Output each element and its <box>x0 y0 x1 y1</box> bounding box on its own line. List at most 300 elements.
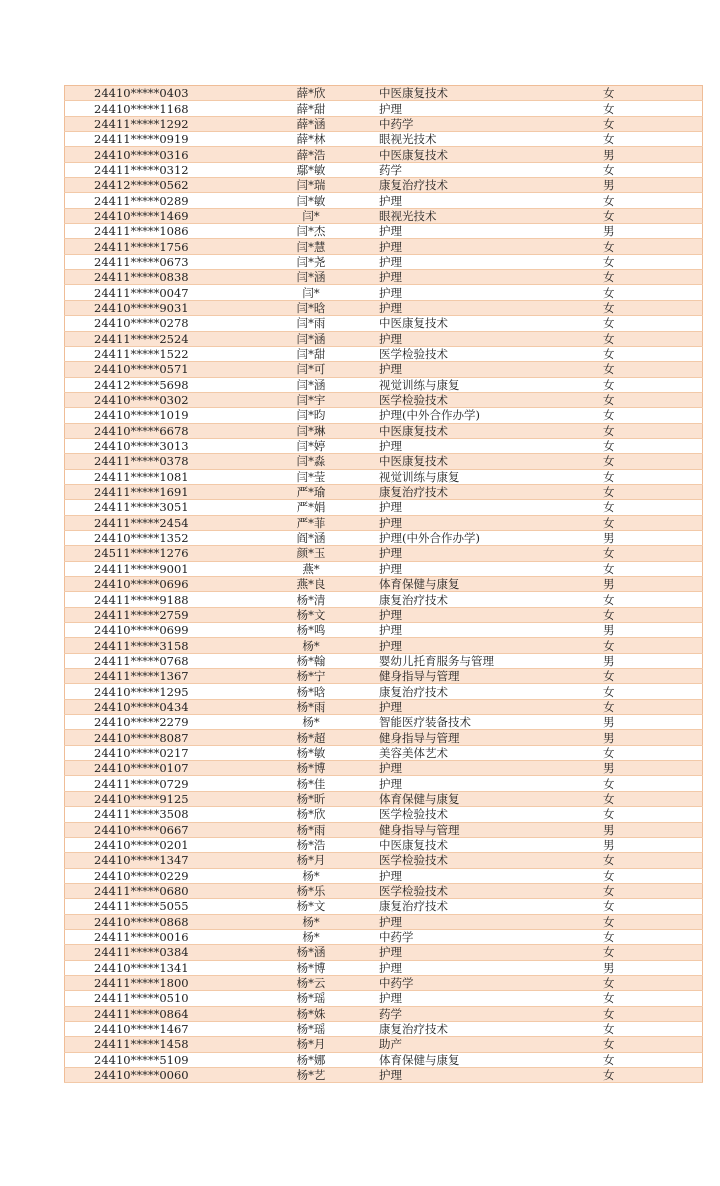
gender-cell: 女 <box>593 362 703 377</box>
major-cell: 护理 <box>368 300 593 315</box>
student-name-cell: 杨*文 <box>254 607 368 622</box>
major-cell: 康复治疗技术 <box>368 178 593 193</box>
student-name-cell: 闫*甜 <box>254 346 368 361</box>
student-id-cell: 24410*****0667 <box>65 822 255 837</box>
major-cell: 眼视光技术 <box>368 208 593 223</box>
table-row <box>65 224 703 239</box>
major-cell: 中医康复技术 <box>368 423 593 438</box>
table-row <box>65 254 703 269</box>
table-row <box>65 914 703 929</box>
student-id-cell: 24412*****5698 <box>65 377 255 392</box>
gender-cell: 男 <box>593 837 703 852</box>
student-name-cell: 杨*月 <box>254 853 368 868</box>
major-cell: 医学检验技术 <box>368 853 593 868</box>
gender-cell: 女 <box>593 316 703 331</box>
student-name-cell: 颜*玉 <box>254 546 368 561</box>
major-cell: 中医康复技术 <box>368 837 593 852</box>
student-name-cell: 杨* <box>254 868 368 883</box>
table-row <box>65 807 703 822</box>
table-row <box>65 561 703 576</box>
gender-cell: 女 <box>593 101 703 116</box>
table-row <box>65 346 703 361</box>
table-row <box>65 116 703 131</box>
student-name-cell: 杨* <box>254 914 368 929</box>
gender-cell: 女 <box>593 270 703 285</box>
table-row <box>65 577 703 592</box>
major-cell: 健身指导与管理 <box>368 822 593 837</box>
major-cell: 护理 <box>368 331 593 346</box>
student-name-cell: 杨*昕 <box>254 791 368 806</box>
student-id-cell: 24412*****0562 <box>65 178 255 193</box>
table-row <box>65 945 703 960</box>
table-row <box>65 991 703 1006</box>
gender-cell: 女 <box>593 208 703 223</box>
major-cell: 护理 <box>368 438 593 453</box>
gender-cell: 女 <box>593 776 703 791</box>
major-cell: 护理 <box>368 960 593 975</box>
table-row <box>65 331 703 346</box>
gender-cell: 女 <box>593 561 703 576</box>
gender-cell: 女 <box>593 254 703 269</box>
student-name-cell: 严*菲 <box>254 515 368 530</box>
student-id-cell: 24411*****0919 <box>65 132 255 147</box>
student-name-cell: 薛*林 <box>254 132 368 147</box>
major-cell: 康复治疗技术 <box>368 684 593 699</box>
table-row <box>65 515 703 530</box>
student-id-cell: 24411*****1522 <box>65 346 255 361</box>
major-cell: 体育保健与康复 <box>368 791 593 806</box>
student-name-cell: 杨*翰 <box>254 653 368 668</box>
major-cell: 中药学 <box>368 116 593 131</box>
student-name-cell: 闫*杰 <box>254 224 368 239</box>
gender-cell: 女 <box>593 285 703 300</box>
major-cell: 康复治疗技术 <box>368 1021 593 1036</box>
table-row <box>65 316 703 331</box>
gender-cell: 女 <box>593 699 703 714</box>
student-name-cell: 闫*瑞 <box>254 178 368 193</box>
major-cell: 体育保健与康复 <box>368 1052 593 1067</box>
table-row <box>65 822 703 837</box>
table-row <box>65 377 703 392</box>
major-cell: 护理 <box>368 515 593 530</box>
student-id-cell: 24411*****0510 <box>65 991 255 1006</box>
student-id-cell: 24410*****0699 <box>65 623 255 638</box>
gender-cell: 女 <box>593 423 703 438</box>
student-id-cell: 24411*****5055 <box>65 899 255 914</box>
student-name-cell: 闫* <box>254 285 368 300</box>
major-cell: 护理 <box>368 362 593 377</box>
major-cell: 婴幼儿托育服务与管理 <box>368 653 593 668</box>
table-row <box>65 975 703 990</box>
student-name-cell: 严*瑜 <box>254 484 368 499</box>
major-cell: 护理(中外合作办学) <box>368 408 593 423</box>
student-id-cell: 24411*****3051 <box>65 500 255 515</box>
gender-cell: 男 <box>593 623 703 638</box>
major-cell: 护理 <box>368 638 593 653</box>
gender-cell: 女 <box>593 669 703 684</box>
gender-cell: 男 <box>593 147 703 162</box>
student-name-cell: 杨*鸣 <box>254 623 368 638</box>
table-row <box>65 745 703 760</box>
student-id-cell: 24410*****0201 <box>65 837 255 852</box>
major-cell: 康复治疗技术 <box>368 899 593 914</box>
major-cell: 健身指导与管理 <box>368 730 593 745</box>
student-name-cell: 杨*超 <box>254 730 368 745</box>
student-id-cell: 24411*****0838 <box>65 270 255 285</box>
student-id-cell: 24410*****0434 <box>65 699 255 714</box>
student-name-cell: 闫*雨 <box>254 316 368 331</box>
gender-cell: 女 <box>593 975 703 990</box>
roster-body <box>65 86 703 1083</box>
major-cell: 视觉训练与康复 <box>368 469 593 484</box>
major-cell: 医学检验技术 <box>368 392 593 407</box>
student-name-cell: 杨*博 <box>254 761 368 776</box>
gender-cell: 男 <box>593 178 703 193</box>
table-row <box>65 883 703 898</box>
student-name-cell: 杨*文 <box>254 899 368 914</box>
student-id-cell: 24410*****0060 <box>65 1068 255 1083</box>
gender-cell: 男 <box>593 224 703 239</box>
table-row <box>65 730 703 745</box>
gender-cell: 男 <box>593 577 703 592</box>
student-name-cell: 闫*涵 <box>254 377 368 392</box>
table-row <box>65 929 703 944</box>
student-name-cell: 杨* <box>254 929 368 944</box>
gender-cell: 女 <box>593 991 703 1006</box>
student-id-cell: 24410*****1467 <box>65 1021 255 1036</box>
student-name-cell: 薛*甜 <box>254 101 368 116</box>
gender-cell: 男 <box>593 822 703 837</box>
student-id-cell: 24411*****0016 <box>65 929 255 944</box>
student-name-cell: 薛*浩 <box>254 147 368 162</box>
student-id-cell: 24410*****1019 <box>65 408 255 423</box>
gender-cell: 女 <box>593 1052 703 1067</box>
student-name-cell: 薛*涵 <box>254 116 368 131</box>
major-cell: 护理 <box>368 546 593 561</box>
gender-cell: 女 <box>593 484 703 499</box>
gender-cell: 女 <box>593 331 703 346</box>
student-id-cell: 24411*****1756 <box>65 239 255 254</box>
student-name-cell: 杨*博 <box>254 960 368 975</box>
table-row <box>65 960 703 975</box>
major-cell: 护理 <box>368 254 593 269</box>
major-cell: 中医康复技术 <box>368 147 593 162</box>
gender-cell: 男 <box>593 530 703 545</box>
table-row <box>65 392 703 407</box>
major-cell: 健身指导与管理 <box>368 669 593 684</box>
gender-cell: 女 <box>593 899 703 914</box>
student-id-cell: 24411*****3508 <box>65 807 255 822</box>
student-id-cell: 24410*****0403 <box>65 86 255 101</box>
major-cell: 护理 <box>368 607 593 622</box>
roster-table <box>64 85 703 1083</box>
table-row <box>65 837 703 852</box>
student-name-cell: 杨*敏 <box>254 745 368 760</box>
major-cell: 护理 <box>368 1068 593 1083</box>
major-cell: 中药学 <box>368 929 593 944</box>
table-row <box>65 162 703 177</box>
student-id-cell: 24411*****0047 <box>65 285 255 300</box>
student-id-cell: 24410*****1341 <box>65 960 255 975</box>
gender-cell: 女 <box>593 132 703 147</box>
student-id-cell: 24411*****0673 <box>65 254 255 269</box>
major-cell: 护理 <box>368 623 593 638</box>
student-name-cell: 杨*佳 <box>254 776 368 791</box>
major-cell: 护理 <box>368 945 593 960</box>
student-name-cell: 闫*昀 <box>254 408 368 423</box>
student-name-cell: 闫*晗 <box>254 300 368 315</box>
student-name-cell: 杨* <box>254 715 368 730</box>
table-row <box>65 638 703 653</box>
student-id-cell: 24410*****0302 <box>65 392 255 407</box>
table-row <box>65 868 703 883</box>
student-name-cell: 闫*淼 <box>254 454 368 469</box>
major-cell: 康复治疗技术 <box>368 484 593 499</box>
gender-cell: 女 <box>593 300 703 315</box>
major-cell: 药学 <box>368 162 593 177</box>
major-cell: 中医康复技术 <box>368 316 593 331</box>
student-name-cell: 杨*乐 <box>254 883 368 898</box>
student-name-cell: 闫*涵 <box>254 270 368 285</box>
student-name-cell: 杨*晗 <box>254 684 368 699</box>
student-name-cell: 杨*宁 <box>254 669 368 684</box>
table-row <box>65 592 703 607</box>
student-id-cell: 24411*****2524 <box>65 331 255 346</box>
gender-cell: 女 <box>593 392 703 407</box>
gender-cell: 女 <box>593 883 703 898</box>
gender-cell: 女 <box>593 408 703 423</box>
student-name-cell: 杨*云 <box>254 975 368 990</box>
student-name-cell: 杨*艺 <box>254 1068 368 1083</box>
student-name-cell: 闫*宇 <box>254 392 368 407</box>
student-name-cell: 鄢*敏 <box>254 162 368 177</box>
table-row <box>65 208 703 223</box>
table-row <box>65 1037 703 1052</box>
gender-cell: 女 <box>593 745 703 760</box>
student-name-cell: 杨*瑶 <box>254 991 368 1006</box>
major-cell: 康复治疗技术 <box>368 592 593 607</box>
table-row <box>65 193 703 208</box>
gender-cell: 男 <box>593 715 703 730</box>
table-row <box>65 408 703 423</box>
major-cell: 护理 <box>368 561 593 576</box>
student-id-cell: 24411*****0384 <box>65 945 255 960</box>
major-cell: 眼视光技术 <box>368 132 593 147</box>
major-cell: 医学检验技术 <box>368 346 593 361</box>
gender-cell: 女 <box>593 239 703 254</box>
student-id-cell: 24411*****0289 <box>65 193 255 208</box>
student-id-cell: 24410*****1352 <box>65 530 255 545</box>
student-id-cell: 24411*****0864 <box>65 1006 255 1021</box>
student-name-cell: 薛*欣 <box>254 86 368 101</box>
student-name-cell: 杨*雨 <box>254 822 368 837</box>
major-cell: 护理(中外合作办学) <box>368 530 593 545</box>
table-row <box>65 1052 703 1067</box>
major-cell: 医学检验技术 <box>368 807 593 822</box>
student-name-cell: 杨*欣 <box>254 807 368 822</box>
student-id-cell: 24411*****9001 <box>65 561 255 576</box>
student-id-cell: 24411*****1800 <box>65 975 255 990</box>
gender-cell: 女 <box>593 162 703 177</box>
student-id-cell: 24411*****0378 <box>65 454 255 469</box>
table-row <box>65 300 703 315</box>
major-cell: 中医康复技术 <box>368 86 593 101</box>
major-cell: 护理 <box>368 270 593 285</box>
table-row <box>65 362 703 377</box>
student-name-cell: 杨*雨 <box>254 699 368 714</box>
gender-cell: 女 <box>593 638 703 653</box>
student-id-cell: 24410*****1295 <box>65 684 255 699</box>
gender-cell: 女 <box>593 346 703 361</box>
student-name-cell: 杨*浩 <box>254 837 368 852</box>
gender-cell: 女 <box>593 853 703 868</box>
major-cell: 护理 <box>368 991 593 1006</box>
gender-cell: 女 <box>593 377 703 392</box>
major-cell: 美容美体艺术 <box>368 745 593 760</box>
student-name-cell: 闫*琳 <box>254 423 368 438</box>
gender-cell: 女 <box>593 1068 703 1083</box>
student-id-cell: 24410*****1168 <box>65 101 255 116</box>
gender-cell: 女 <box>593 791 703 806</box>
major-cell: 护理 <box>368 868 593 883</box>
gender-cell: 女 <box>593 1006 703 1021</box>
student-name-cell: 杨*清 <box>254 592 368 607</box>
gender-cell: 女 <box>593 515 703 530</box>
table-row <box>65 438 703 453</box>
student-id-cell: 24410*****1469 <box>65 208 255 223</box>
table-row <box>65 791 703 806</box>
table-row <box>65 1021 703 1036</box>
table-row <box>65 715 703 730</box>
student-name-cell: 杨*涵 <box>254 945 368 960</box>
table-row <box>65 270 703 285</box>
student-id-cell: 24411*****9188 <box>65 592 255 607</box>
student-name-cell: 杨*月 <box>254 1037 368 1052</box>
student-id-cell: 24411*****1458 <box>65 1037 255 1052</box>
student-id-cell: 24410*****2279 <box>65 715 255 730</box>
gender-cell: 男 <box>593 761 703 776</box>
student-id-cell: 24410*****1347 <box>65 853 255 868</box>
table-row <box>65 132 703 147</box>
major-cell: 护理 <box>368 193 593 208</box>
table-row <box>65 86 703 101</box>
gender-cell: 女 <box>593 929 703 944</box>
table-row <box>65 853 703 868</box>
student-name-cell: 严*娟 <box>254 500 368 515</box>
student-id-cell: 24411*****0312 <box>65 162 255 177</box>
student-name-cell: 闫*婷 <box>254 438 368 453</box>
student-id-cell: 24410*****0571 <box>65 362 255 377</box>
major-cell: 护理 <box>368 101 593 116</box>
student-name-cell: 燕* <box>254 561 368 576</box>
major-cell: 护理 <box>368 224 593 239</box>
student-id-cell: 24410*****0107 <box>65 761 255 776</box>
table-row <box>65 500 703 515</box>
gender-cell: 女 <box>593 1021 703 1036</box>
major-cell: 护理 <box>368 500 593 515</box>
major-cell: 中医康复技术 <box>368 454 593 469</box>
gender-cell: 女 <box>593 868 703 883</box>
student-id-cell: 24411*****1081 <box>65 469 255 484</box>
gender-cell: 女 <box>593 193 703 208</box>
student-id-cell: 24411*****1367 <box>65 669 255 684</box>
table-row <box>65 530 703 545</box>
gender-cell: 女 <box>593 914 703 929</box>
gender-cell: 男 <box>593 653 703 668</box>
student-name-cell: 燕*良 <box>254 577 368 592</box>
student-name-cell: 杨* <box>254 638 368 653</box>
table-row <box>65 469 703 484</box>
table-row <box>65 285 703 300</box>
gender-cell: 女 <box>593 592 703 607</box>
major-cell: 体育保健与康复 <box>368 577 593 592</box>
student-id-cell: 24410*****9125 <box>65 791 255 806</box>
gender-cell: 女 <box>593 438 703 453</box>
table-row <box>65 1006 703 1021</box>
gender-cell: 女 <box>593 546 703 561</box>
gender-cell: 男 <box>593 730 703 745</box>
major-cell: 护理 <box>368 699 593 714</box>
table-row <box>65 776 703 791</box>
major-cell: 护理 <box>368 761 593 776</box>
table-row <box>65 623 703 638</box>
table-row <box>65 607 703 622</box>
table-row <box>65 653 703 668</box>
gender-cell: 女 <box>593 86 703 101</box>
student-name-cell: 闫* <box>254 208 368 223</box>
student-id-cell: 24411*****3158 <box>65 638 255 653</box>
student-name-cell: 杨*瑶 <box>254 1021 368 1036</box>
table-row <box>65 147 703 162</box>
student-id-cell: 24410*****0278 <box>65 316 255 331</box>
major-cell: 视觉训练与康复 <box>368 377 593 392</box>
table-row <box>65 684 703 699</box>
table-row <box>65 699 703 714</box>
student-id-cell: 24410*****0217 <box>65 745 255 760</box>
student-name-cell: 闫*可 <box>254 362 368 377</box>
student-name-cell: 闫*敏 <box>254 193 368 208</box>
student-id-cell: 24411*****1292 <box>65 116 255 131</box>
student-id-cell: 24410*****0868 <box>65 914 255 929</box>
table-row <box>65 899 703 914</box>
student-id-cell: 24410*****6678 <box>65 423 255 438</box>
major-cell: 护理 <box>368 285 593 300</box>
major-cell: 护理 <box>368 914 593 929</box>
table-row <box>65 454 703 469</box>
table-row <box>65 423 703 438</box>
gender-cell: 女 <box>593 116 703 131</box>
table-row <box>65 239 703 254</box>
student-id-cell: 24410*****0229 <box>65 868 255 883</box>
table-row <box>65 669 703 684</box>
student-name-cell: 闫*莹 <box>254 469 368 484</box>
major-cell: 药学 <box>368 1006 593 1021</box>
student-id-cell: 24411*****2454 <box>65 515 255 530</box>
gender-cell: 女 <box>593 500 703 515</box>
gender-cell: 女 <box>593 684 703 699</box>
major-cell: 助产 <box>368 1037 593 1052</box>
student-id-cell: 24410*****0696 <box>65 577 255 592</box>
student-name-cell: 杨*姝 <box>254 1006 368 1021</box>
gender-cell: 女 <box>593 945 703 960</box>
student-id-cell: 24410*****0316 <box>65 147 255 162</box>
student-name-cell: 闫*慧 <box>254 239 368 254</box>
student-id-cell: 24411*****0729 <box>65 776 255 791</box>
student-id-cell: 24410*****5109 <box>65 1052 255 1067</box>
table-row <box>65 1068 703 1083</box>
major-cell: 智能医疗装备技术 <box>368 715 593 730</box>
table-row <box>65 101 703 116</box>
